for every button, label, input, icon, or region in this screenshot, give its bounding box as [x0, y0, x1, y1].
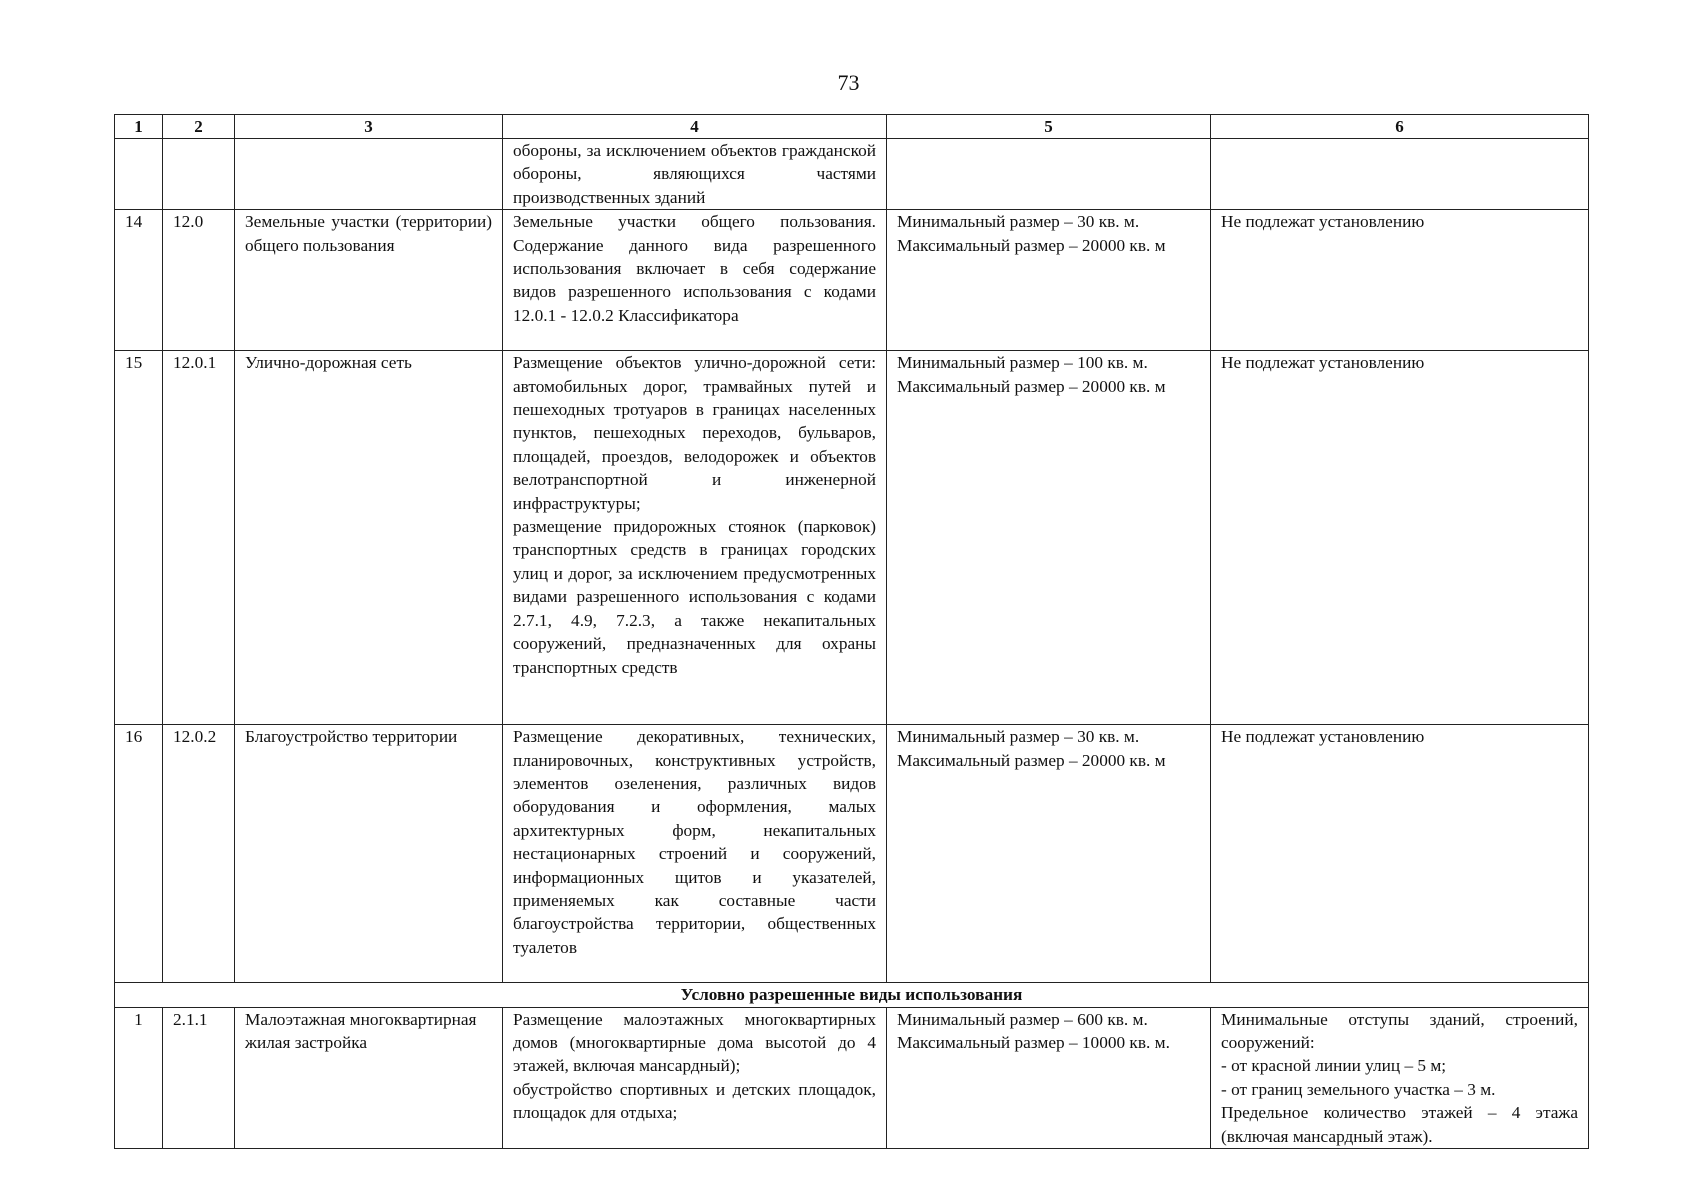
description-paragraph: Размещение малоэтажных многоквартирных домов (многоквартирные дома высотой до 4 этажей, включая мансардный);	[513, 1009, 876, 1076]
row-number: 16	[115, 725, 163, 983]
section-title: Условно разрешенные виды использования	[115, 983, 1589, 1007]
row-code	[163, 139, 235, 210]
row-code: 12.0.2	[163, 725, 235, 983]
description-paragraph: обустройство спортивных и детских площадок, площадок для отдыха;	[513, 1079, 876, 1123]
table-row	[115, 1007, 1589, 1148]
table-row	[115, 210, 1589, 351]
params-line: - от красной линии улиц – 5 м;	[1221, 1056, 1447, 1076]
params-line: - от границ земельного участка – 3 м.	[1221, 1079, 1496, 1099]
column-header-4: 4	[503, 115, 887, 139]
row-name: Благоустройство территории	[235, 725, 503, 983]
row-description	[503, 351, 887, 725]
row-params: Не подлежат установлению	[1211, 725, 1589, 983]
description-paragraph: обороны, за исключением объектов гражданской обороны, являющихся частями производственных зданий	[513, 141, 876, 207]
row-number: 14	[115, 210, 163, 351]
description-paragraph: Размещение декоративных, технических, планировочных, конструктивных устройств, элементов озеленения, различных видов оборудования и оформления, малых архитектурных форм, некапитальных нестационарных строений и сооружений, информационных щитов и указателей, применяемых как составные части благоустройства территории, общественных туалетов	[513, 727, 876, 957]
row-params: Не подлежат установлению	[1211, 210, 1589, 351]
row-code: 2.1.1	[163, 1007, 235, 1148]
row-params	[1211, 1007, 1589, 1148]
land-use-table	[114, 114, 1589, 1149]
row-params	[1211, 139, 1589, 210]
row-code: 12.0.1	[163, 351, 235, 725]
column-header-5: 5	[887, 115, 1211, 139]
row-description	[503, 725, 887, 983]
row-size: Минимальный размер – 30 кв. м. Максимальный размер – 20000 кв. м	[887, 210, 1211, 351]
row-number	[115, 139, 163, 210]
table-row	[115, 139, 1589, 210]
description-paragraph: размещение придорожных стоянок (парковок) транспортных средств в границах городских улиц и дорог, за исключением предусмотренных видами разрешенного использования с кодами 2.7.1, 4.9, 7.2.3, а также некапитальных сооружений, предназначенных для охраны транспортных средств	[513, 517, 876, 677]
row-size	[887, 139, 1211, 210]
column-header-3: 3	[235, 115, 503, 139]
row-size: Минимальный размер – 100 кв. м. Максимальный размер – 20000 кв. м	[887, 351, 1211, 725]
row-size: Минимальный размер – 30 кв. м. Максимальный размер – 20000 кв. м	[887, 725, 1211, 983]
row-description	[503, 210, 887, 351]
table-row	[115, 351, 1589, 725]
row-description	[503, 1007, 887, 1148]
page-number: 73	[837, 70, 860, 95]
params-line: Предельное количество этажей – 4 этажа (включая мансардный этаж).	[1221, 1103, 1578, 1146]
row-name: Улично-дорожная сеть	[235, 351, 503, 725]
section-header-row	[115, 983, 1589, 1007]
description-paragraph: Размещение объектов улично-дорожной сети: автомобильных дорог, трамвайных путей и пешеходных тротуаров в границах населенных пунктов, пешеходных переходов, бульваров, площадей, проездов, велодорожек и объектов велотранспортной и инженерной инфраструктуры;	[513, 353, 876, 513]
row-name: Земельные участки (территории) общего пользования	[235, 210, 503, 351]
row-number: 15	[115, 351, 163, 725]
row-name: Малоэтажная многоквартирная жилая застройка	[235, 1007, 503, 1148]
column-header-2: 2	[163, 115, 235, 139]
row-description	[503, 139, 887, 210]
row-params: Не подлежат установлению	[1211, 351, 1589, 725]
row-name	[235, 139, 503, 210]
row-code: 12.0	[163, 210, 235, 351]
column-header-6: 6	[1211, 115, 1589, 139]
description-paragraph: Земельные участки общего пользования. Содержание данного вида разрешенного использования включает в себя содержание видов разрешенного использования с кодами 12.0.1 - 12.0.2 Классификатора	[513, 212, 876, 325]
params-line: Минимальные отступы зданий, строений, сооружений:	[1221, 1009, 1578, 1053]
row-size: Минимальный размер – 600 кв. м. Максимальный размер – 10000 кв. м.	[887, 1007, 1211, 1148]
table-row	[115, 725, 1589, 983]
header-row	[115, 115, 1589, 139]
column-header-1: 1	[115, 115, 163, 139]
row-number: 1	[115, 1007, 163, 1148]
